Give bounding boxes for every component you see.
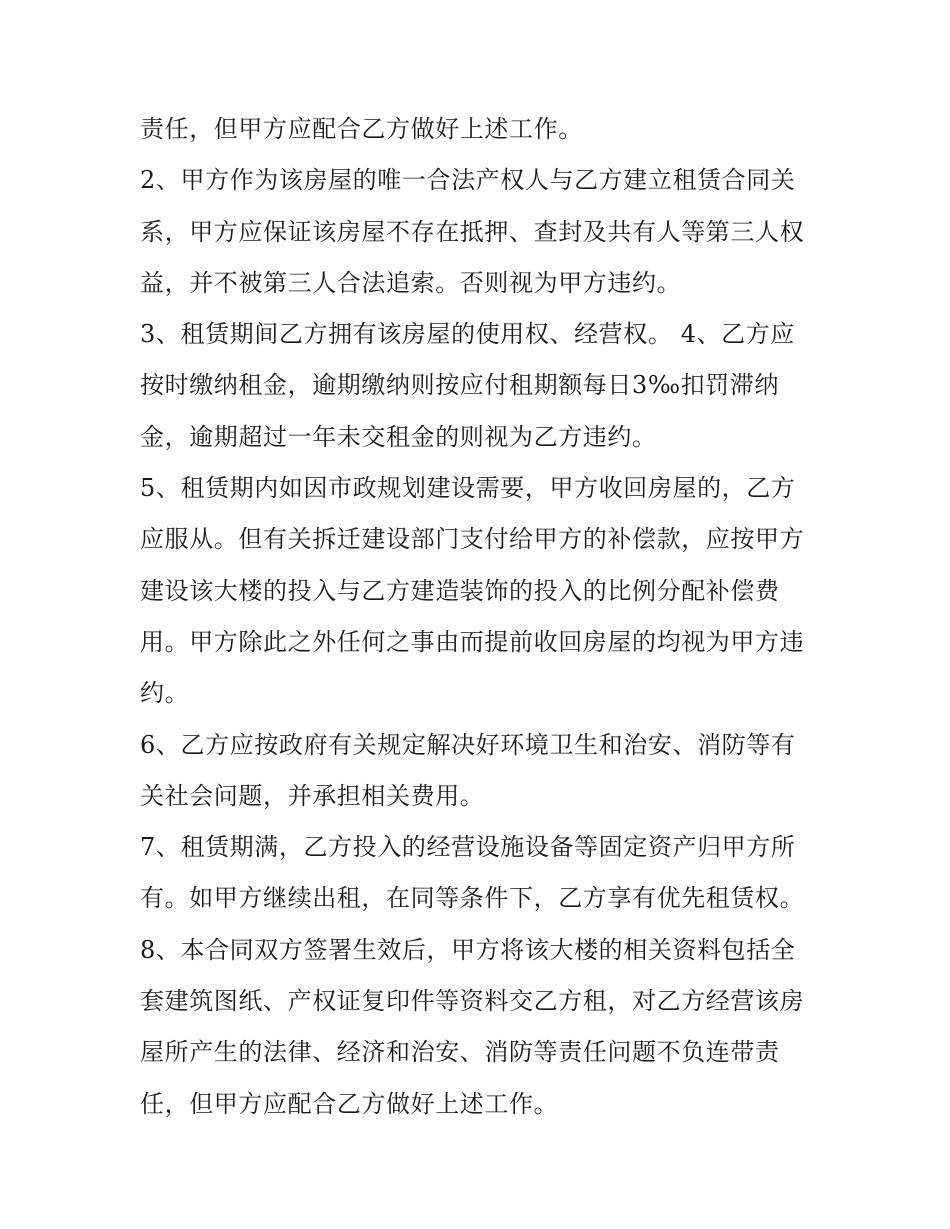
text-line: 益，并不被第三人合法追索。否则视为甲方违约。 [140,268,682,297]
text-line: 按时缴纳租金，逾期缴纳则按应付租期额每日3‰扣罚滞纳 [140,371,780,400]
text-line: 约。 [140,679,190,708]
text-line: 6、乙方应按政府有关规定解决好环境卫生和治安、消防等有 [140,730,796,759]
text-line: 8、本合同双方签署生效后，甲方将该大楼的相关资料包括全 [140,935,796,964]
text-line: 有。如甲方继续出租，在同等条件下，乙方享有优先租赁权。 [140,884,805,913]
text-line: 关社会问题，并承担相关费用。 [140,781,485,810]
text-line: 套建筑图纸、产权证复印件等资料交乙方租，对乙方经营该房 [140,987,805,1016]
text-line: 建设该大楼的投入与乙方建造装饰的投入的比例分配补偿费 [140,576,780,605]
text-line: 2、甲方作为该房屋的唯一合法产权人与乙方建立租赁合同关 [140,166,796,195]
text-line: 5、租赁期内如因市政规划建设需要，甲方收回房屋的，乙方 [140,474,796,503]
text-line: 金，逾期超过一年未交租金的则视为乙方违约。 [140,422,657,451]
text-line: 用。甲方除此之外任何之事由而提前收回房屋的均视为甲方违 [140,627,805,656]
text-line: 3、租赁期间乙方拥有该房屋的使用权、经营权。 4、乙方应 [140,320,795,349]
text-line: 应服从。但有关拆迁建设部门支付给甲方的补偿款，应按甲方 [140,525,805,554]
text-line: 责任，但甲方应配合乙方做好上述工作。 [140,115,583,143]
text-line: 屋所产生的法律、经济和治安、消防等责任问题不负连带责 [140,1038,780,1067]
contract-text-body [140,104,820,1130]
text-line: 系，甲方应保证该房屋不存在抵押、查封及共有人等第三人权 [140,217,805,246]
text-line: 7、租赁期满，乙方投入的经营设施设备等固定资产归甲方所 [140,833,796,862]
text-line: 任，但甲方应配合乙方做好上述工作。 [140,1089,559,1118]
